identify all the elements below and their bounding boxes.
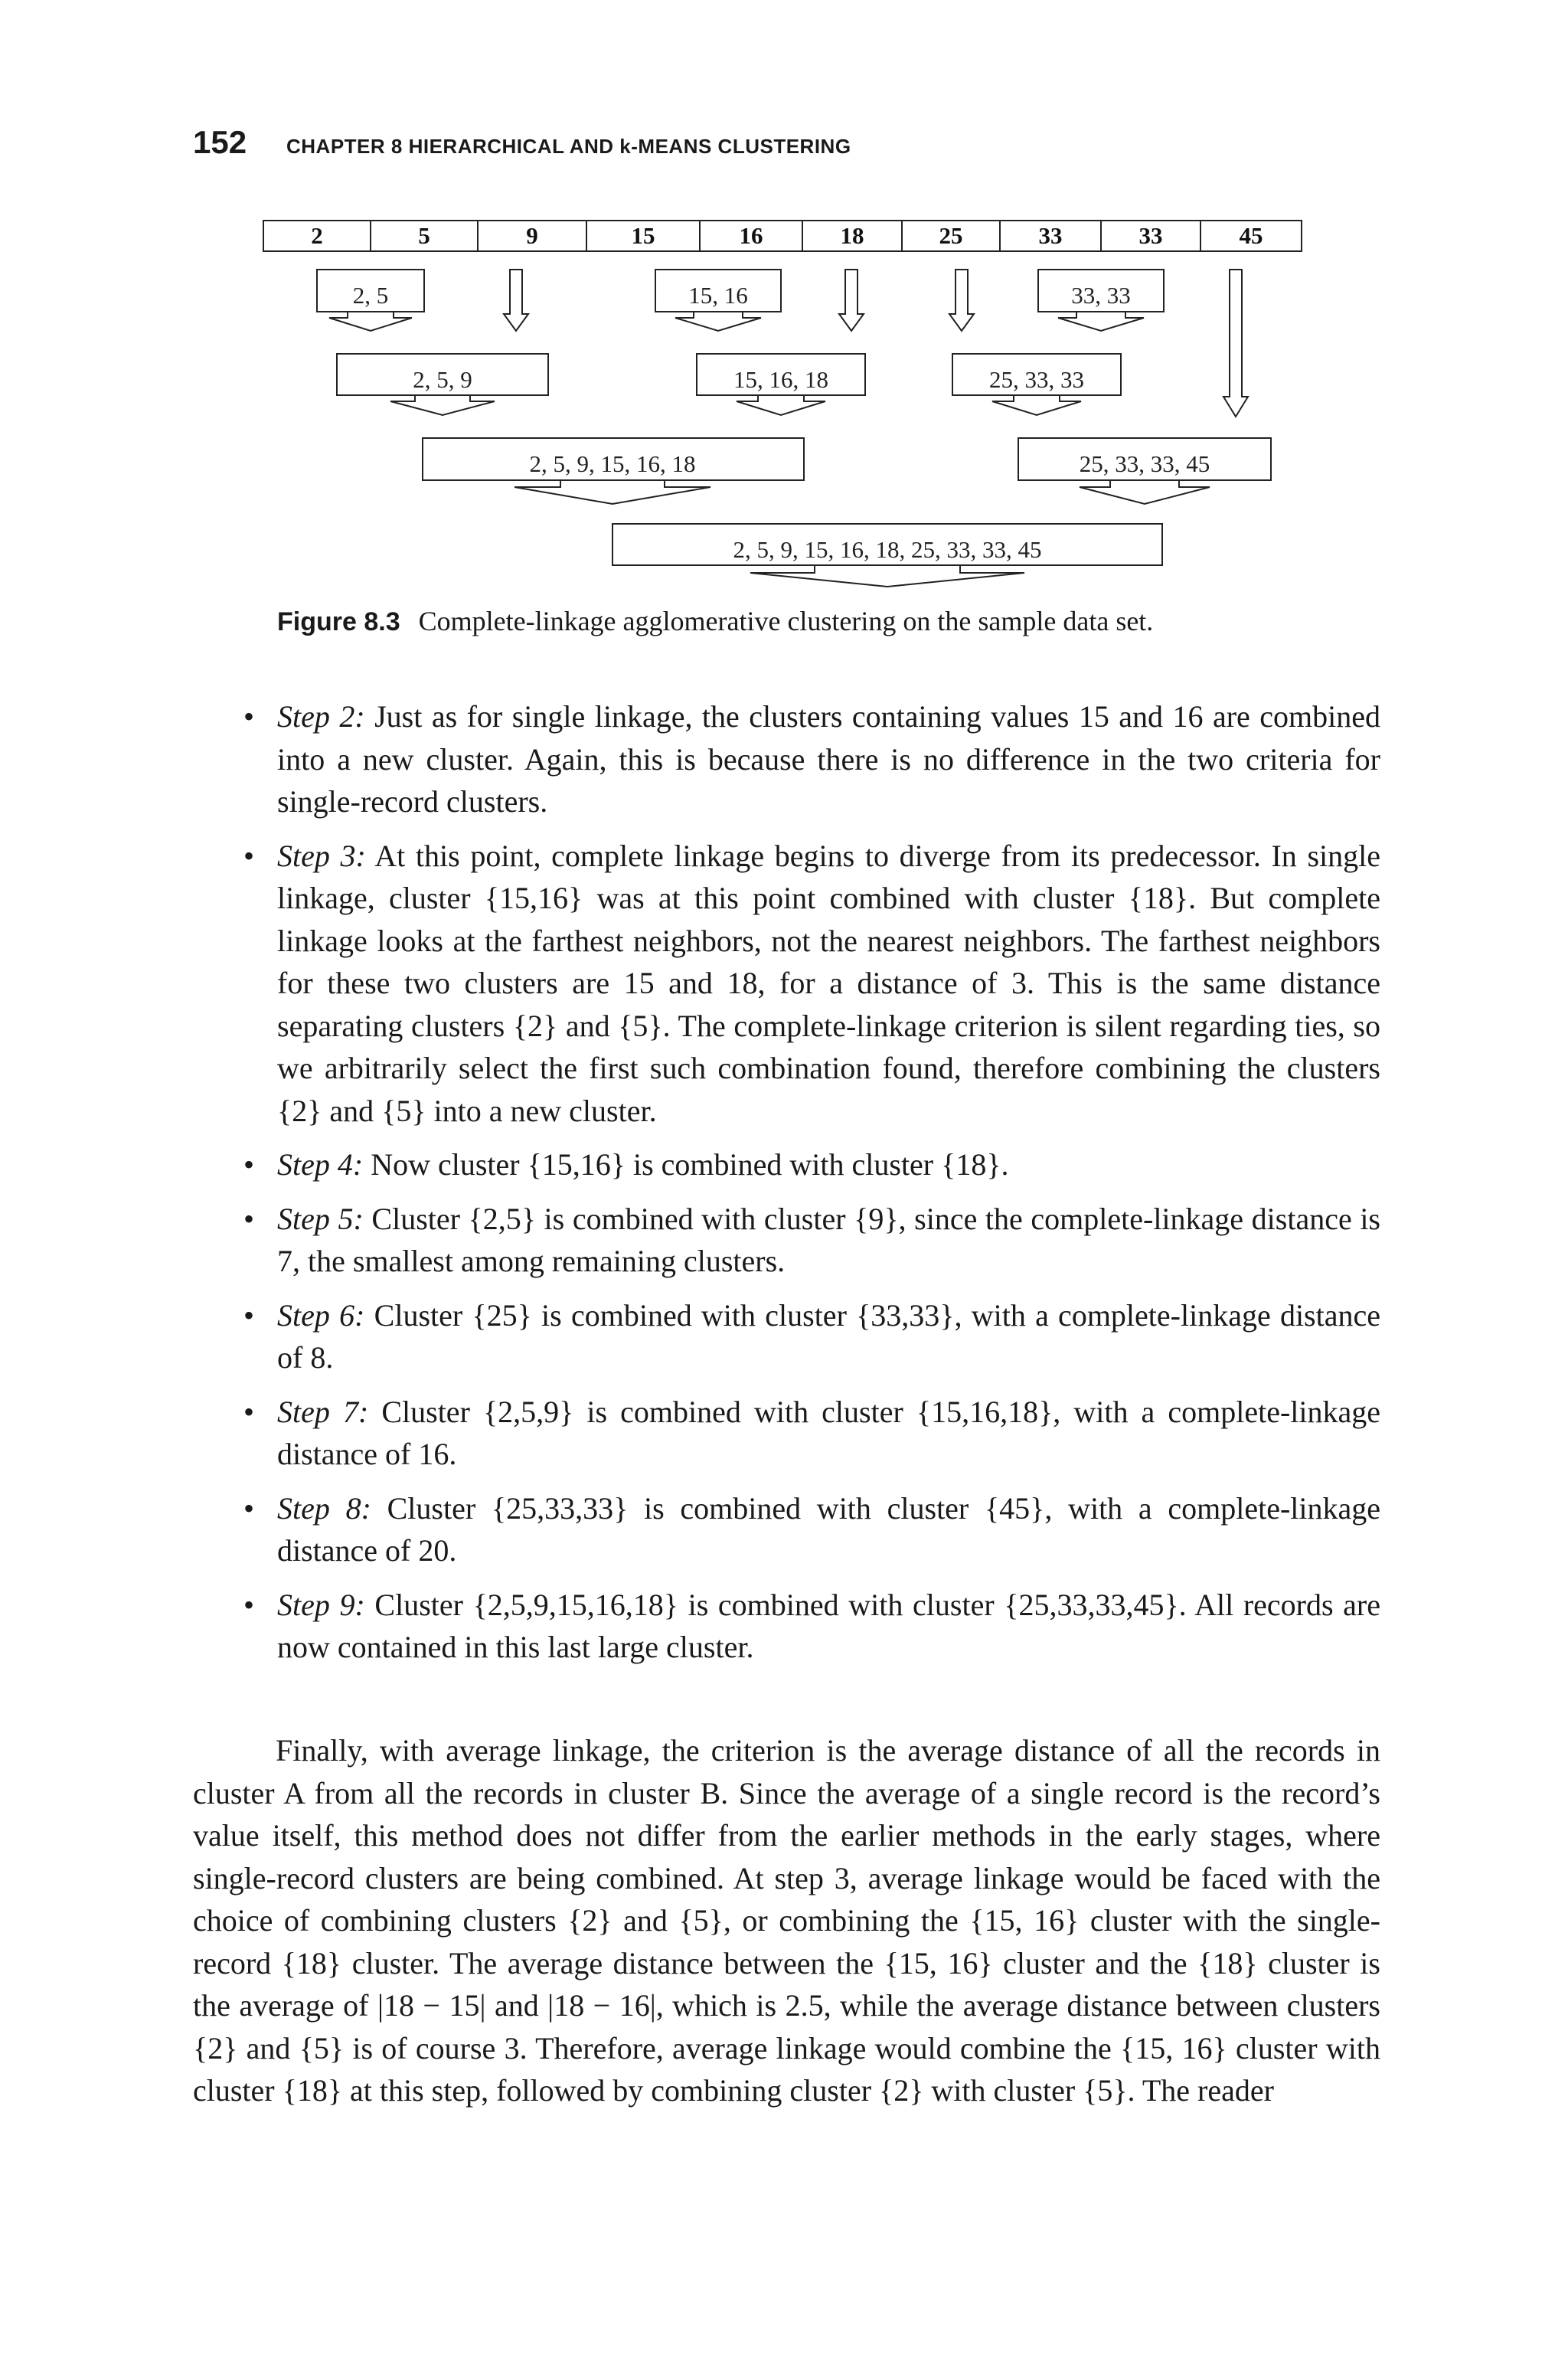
step-text: Cluster {2,5,9} is combined with cluster {15,16,18}, with a complete-linkage distance of 16. <box>277 1394 1381 1471</box>
cluster-label: 2, 5, 9, 15, 16, 18 <box>529 450 696 477</box>
step-label: Step 9: <box>277 1587 365 1622</box>
cluster-box <box>337 354 548 415</box>
cluster-label: 33, 33 <box>1071 282 1131 309</box>
down-arrow-icon <box>504 270 528 331</box>
figure-caption <box>277 605 1153 637</box>
list-item <box>230 835 1380 1133</box>
cluster-box <box>952 354 1121 415</box>
data-value: 5 <box>418 222 430 249</box>
step-label: Step 3: <box>277 838 366 873</box>
step-label: Step 7: <box>277 1394 369 1429</box>
bullet-icon: • <box>243 1147 255 1182</box>
cluster-box <box>697 354 865 415</box>
bullet-icon: • <box>243 1394 255 1429</box>
list-item <box>230 1143 1380 1186</box>
cluster-label: 25, 33, 33 <box>989 366 1084 393</box>
cluster-label: 2, 5, 9 <box>413 366 472 393</box>
data-value: 16 <box>739 222 763 249</box>
data-value: 9 <box>526 222 538 249</box>
dendrogram-figure <box>0 0 1568 605</box>
list-item <box>230 1391 1380 1476</box>
step-text: Just as for single linkage, the clusters containing values 15 and 16 are combined into a new cluster. Again, this is because there is no difference in the two criteria for single-record clusters. <box>277 699 1380 819</box>
step-label: Step 8: <box>277 1490 371 1526</box>
figure-label: Figure 8.3 <box>277 607 400 636</box>
cluster-label: 2, 5 <box>352 282 389 309</box>
step-text: At this point, complete linkage begins to diverge from its predecessor. In single linkage, cluster {15,16} was at this point combined with cluster {18}. But complete linkage looks at the farthest neighbors, not the nearest neighbors. The farthest neighbors for these two clusters are 15 and 18, for a distance of 3. This is the same distance separating clusters {2} and {5}. The complete-linkage criterion is silent regarding ties, so we arbitrarily select the first such combination found, therefore combining the clusters {2} and {5} into a new cluster. <box>277 838 1380 1128</box>
cluster-box <box>612 524 1162 587</box>
list-item <box>230 1584 1380 1669</box>
step-text: Cluster {25,33,33} is combined with cluster {45}, with a complete-linkage distance of 20. <box>277 1490 1381 1568</box>
step-label: Step 4: <box>277 1147 364 1182</box>
list-item <box>230 1198 1380 1283</box>
step-text: Cluster {2,5,9,15,16,18} is combined with cluster {25,33,33,45}. All records are now contained in this last large cluster. <box>277 1587 1380 1664</box>
down-arrow-icon <box>949 270 974 331</box>
data-row <box>263 221 1302 251</box>
cluster-box <box>423 438 804 504</box>
step-list <box>230 695 1380 1680</box>
data-value: 2 <box>311 222 323 249</box>
bullet-icon: • <box>243 1297 255 1333</box>
bullet-icon: • <box>243 838 255 873</box>
step-label: Step 6: <box>277 1297 365 1333</box>
bullet-icon: • <box>243 1490 255 1526</box>
down-arrow-icon <box>1223 270 1248 417</box>
data-value: 33 <box>1038 222 1063 249</box>
step-text: Cluster {2,5} is combined with cluster {9}, since the complete-linkage distance is 7, the smallest among remaining clusters. <box>277 1201 1381 1278</box>
data-value: 15 <box>631 222 655 249</box>
step-label: Step 5: <box>277 1201 364 1236</box>
list-item <box>230 1487 1380 1572</box>
body-paragraph: Finally, with average linkage, the criterion is the average distance of all the records in cluster A from all the records in cluster B. Since the average of a single record is the record’s value itself, this method does not differ from the earlier methods in the early stages, where single-record clusters are being combined. At step 3, average linkage would be faced with the choice of combining clusters {2} and {5}, or combining the {15, 16} cluster with the single-record {18} cluster. The average distance between the {15, 16} cluster and the {18} cluster is the average of |18 − 15| and |18 − 16|, which is 2.5, while the average distance between clusters {2} and {5} is of course 3. Therefore, average linkage would combine the {15, 16} cluster with cluster {18} at this step, followed by combining cluster {2} with cluster {5}. The reader <box>193 1733 1380 2108</box>
list-item <box>230 1294 1380 1379</box>
step-label: Step 2: <box>277 699 365 734</box>
cluster-label: 25, 33, 33, 45 <box>1079 450 1210 477</box>
list-item <box>230 695 1380 823</box>
cluster-label: 15, 16 <box>688 282 748 309</box>
cluster-box <box>1038 270 1164 331</box>
data-value: 18 <box>840 222 864 249</box>
bullet-icon: • <box>243 1587 255 1622</box>
page-number: 152 <box>193 124 247 160</box>
cluster-label: 15, 16, 18 <box>733 366 828 393</box>
step-text: Cluster {25} is combined with cluster {33,33}, with a complete-linkage distance of 8. <box>277 1297 1380 1375</box>
step-text: Now cluster {15,16} is combined with cluster {18}. <box>363 1147 1009 1182</box>
running-head: CHAPTER 8 HIERARCHICAL AND k-MEANS CLUSTERING <box>286 135 851 158</box>
cluster-box <box>1018 438 1271 504</box>
data-value: 25 <box>939 222 963 249</box>
data-value: 45 <box>1239 222 1263 249</box>
bullet-icon: • <box>243 699 255 734</box>
cluster-label: 2, 5, 9, 15, 16, 18, 25, 33, 33, 45 <box>733 536 1042 563</box>
bullet-icon: • <box>243 1201 255 1236</box>
caption-text: Complete-linkage agglomerative clustering on the sample data set. <box>418 606 1154 636</box>
down-arrow-icon <box>839 270 864 331</box>
cluster-box <box>317 270 424 331</box>
cluster-box <box>655 270 781 331</box>
data-value: 33 <box>1138 222 1163 249</box>
